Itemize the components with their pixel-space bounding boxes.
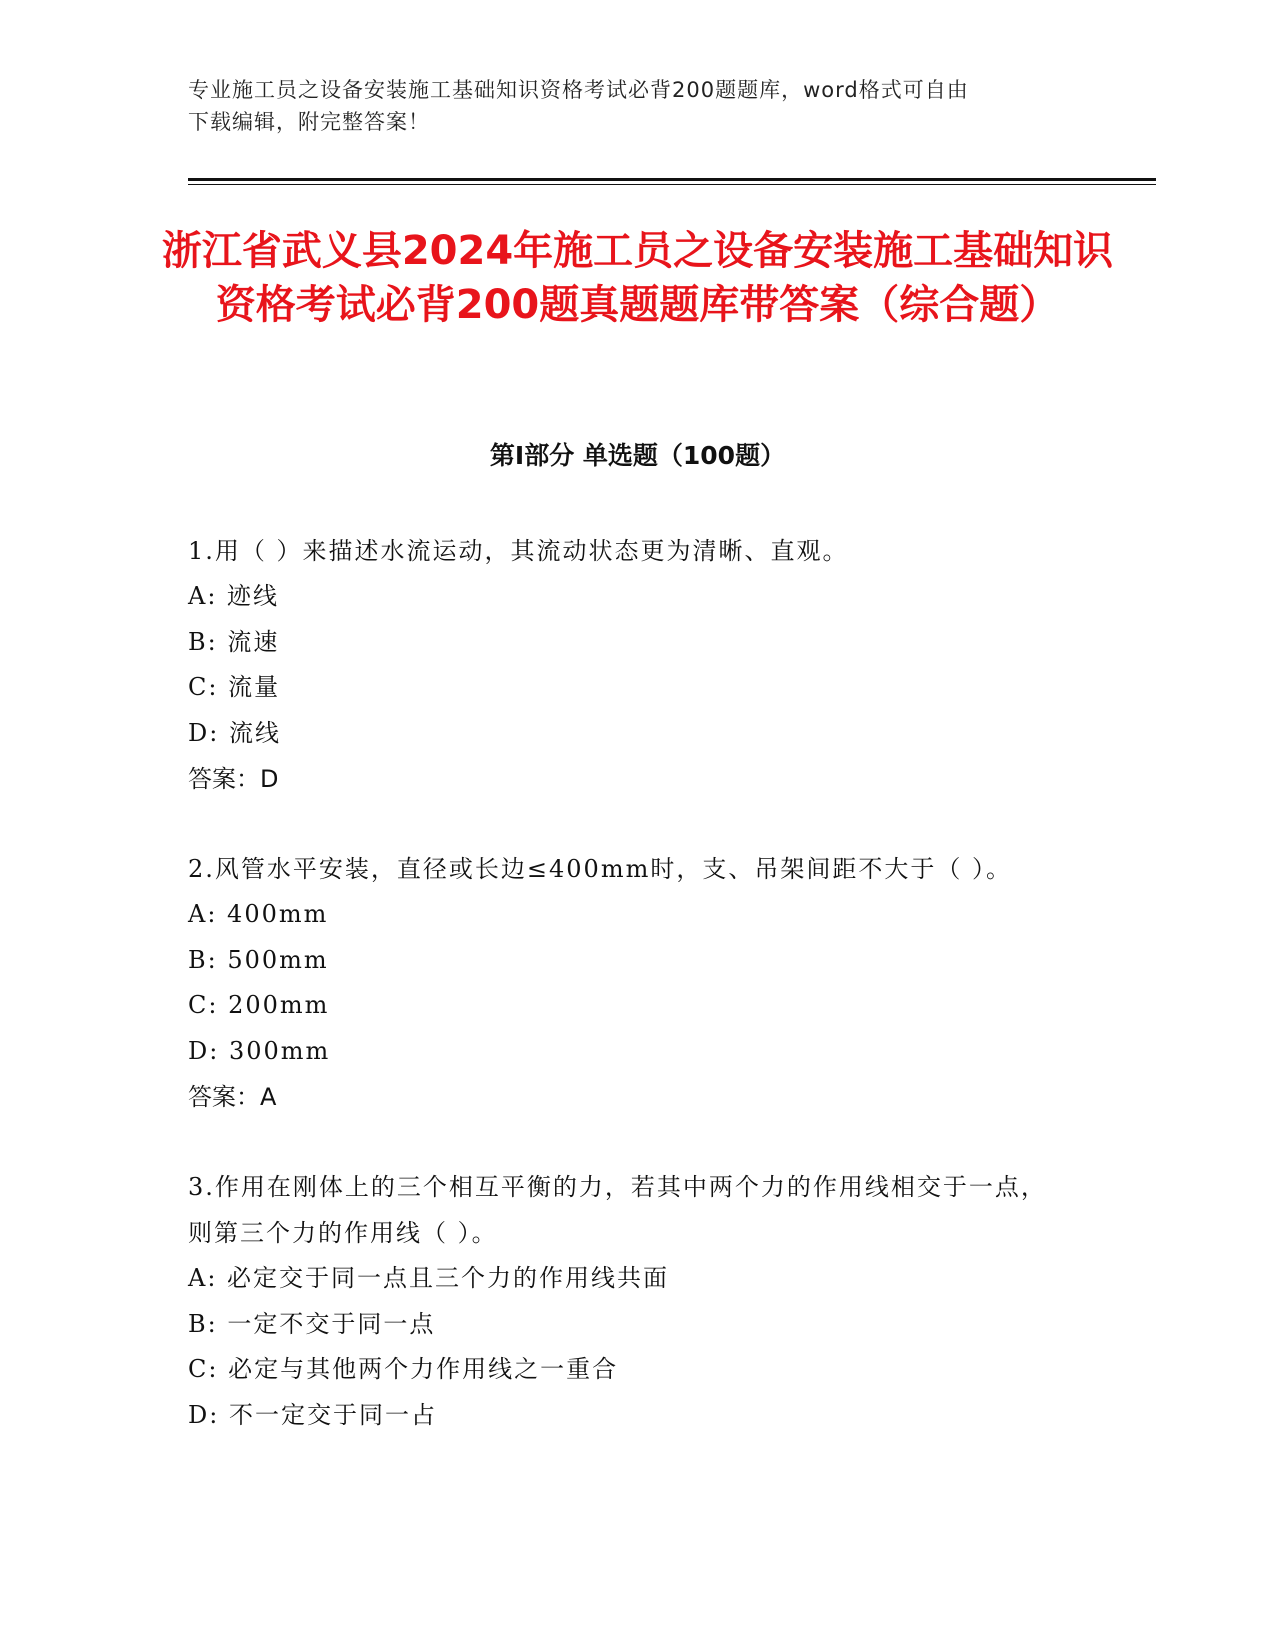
- option-d: D: 流线: [188, 718, 281, 747]
- header-divider-thick: [188, 178, 1156, 181]
- option-a: A: 400mm: [188, 900, 329, 928]
- option-c: C: 必定与其他两个力作用线之一重合: [188, 1355, 619, 1383]
- header-note-line-2: 下载编辑，附完整答案！: [188, 110, 430, 134]
- option-a: A: 迹线: [188, 582, 280, 610]
- header-note-line-1: 专业施工员之设备安装施工基础知识资格考试必背200题题库，word格式可自由: [188, 78, 969, 102]
- question-stem: 2.风管水平安装，直径或长边≤400mm时，支、吊架间距不大于（ ）。: [188, 855, 1012, 883]
- answer-line: 答案：A: [188, 1083, 277, 1111]
- option-d: D: 300mm: [188, 1036, 331, 1065]
- question-stem: 1.用（ ）来描述水流运动，其流动状态更为清晰、直观。: [188, 537, 849, 565]
- option-d: D: 不一定交于同一占: [188, 1400, 437, 1429]
- question-2: [188, 846, 1068, 1120]
- option-b: B: 一定不交于同一点: [188, 1309, 436, 1338]
- option-b: B: 流速: [188, 627, 280, 656]
- option-c: C: 流量: [188, 673, 281, 701]
- option-b: B: 500mm: [188, 945, 329, 974]
- document-title: 浙江省武义县2024年施工员之设备安装施工基础知识资格考试必背200题真题题库带答案（综合题）: [161, 228, 1114, 328]
- question-stem: 3.作用在刚体上的三个相互平衡的力，若其中两个力的作用线相交于一点，则第三个力的作用线（ ）。: [188, 1173, 1047, 1247]
- answer-line: 答案：D: [188, 765, 279, 793]
- option-c: C: 200mm: [188, 991, 330, 1019]
- header-note: [188, 74, 1068, 138]
- question-list: [188, 528, 1068, 1482]
- question-1: [188, 528, 1068, 802]
- option-a: A: 必定交于同一点且三个力的作用线共面: [188, 1264, 670, 1292]
- section-heading: 第I部分 单选题（100题）: [489, 441, 786, 470]
- question-3: [188, 1164, 1068, 1438]
- header-divider-thin: [188, 184, 1156, 185]
